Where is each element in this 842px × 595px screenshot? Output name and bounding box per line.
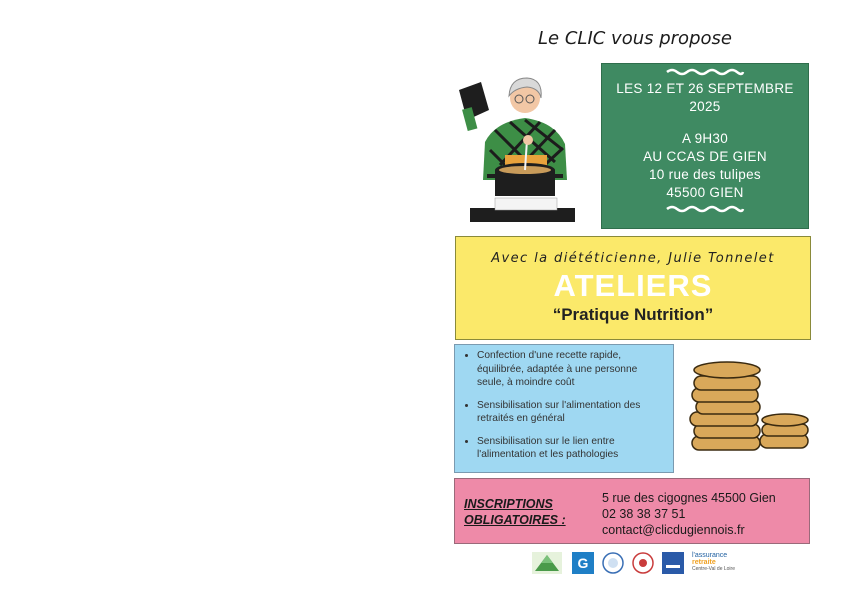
registration-label-line2: OBLIGATOIRES :	[464, 513, 566, 527]
region-flag-logo	[662, 552, 684, 574]
workshop-title: ATELIERS	[553, 268, 713, 303]
dietitian-line: Avec la diététicienne, Julie Tonnelet	[491, 251, 775, 266]
event-year: 2025	[689, 99, 721, 114]
cooking-person-illustration	[455, 70, 585, 230]
assurance-logo-line3: Centre-Val de Loire	[692, 566, 735, 572]
wave-decoration-top	[665, 68, 745, 76]
event-city: 45500 GIEN	[666, 185, 744, 200]
registration-contact	[602, 490, 776, 538]
g-logo	[572, 552, 594, 574]
contact-phone[interactable]: 02 38 38 37 51	[602, 507, 686, 521]
round-emblem-logo	[632, 552, 654, 574]
round-seal-logo	[602, 552, 624, 574]
wave-decoration-bottom	[665, 205, 745, 213]
event-place: AU CCAS DE GIEN	[643, 149, 767, 164]
contact-email[interactable]: contact@clicdugiennois.fr	[602, 523, 745, 537]
topic-item: • Confection d'une recette rapide, équilibrée, adaptée à une personne seule, à moindre coût	[477, 349, 667, 390]
pyramid-logo	[532, 552, 562, 574]
topics-list	[455, 349, 673, 462]
assurance-retraite-logo	[692, 552, 762, 574]
registration-label-line1: INSCRIPTIONS	[464, 497, 553, 511]
topic-item: • Sensibilisation sur l'alimentation des retraités en général	[477, 399, 667, 426]
topic-item: • Sensibilisation sur le lien entre l'alimentation et les pathologies	[477, 435, 667, 462]
event-street: 10 rue des tulipes	[649, 167, 761, 182]
assurance-logo-line2: retraite	[692, 559, 716, 566]
registration-box	[454, 478, 810, 544]
registration-label	[464, 496, 566, 528]
coins-illustration	[688, 358, 812, 458]
partner-logos	[532, 552, 762, 576]
assurance-logo-line1: l'assurance	[692, 552, 728, 559]
page-headline: Le CLIC vous propose	[538, 28, 732, 49]
workshop-title-box	[455, 236, 811, 340]
contact-address: 5 rue des cigognes 45500 Gien	[602, 491, 776, 505]
workshop-subtitle: “Pratique Nutrition”	[552, 305, 714, 324]
event-time: A 9H30	[681, 131, 729, 146]
event-details-box	[601, 63, 809, 229]
event-dates: LES 12 ET 26 SEPTEMBRE	[616, 81, 794, 96]
svg-text:G: G	[577, 555, 589, 571]
topics-box	[454, 344, 674, 473]
